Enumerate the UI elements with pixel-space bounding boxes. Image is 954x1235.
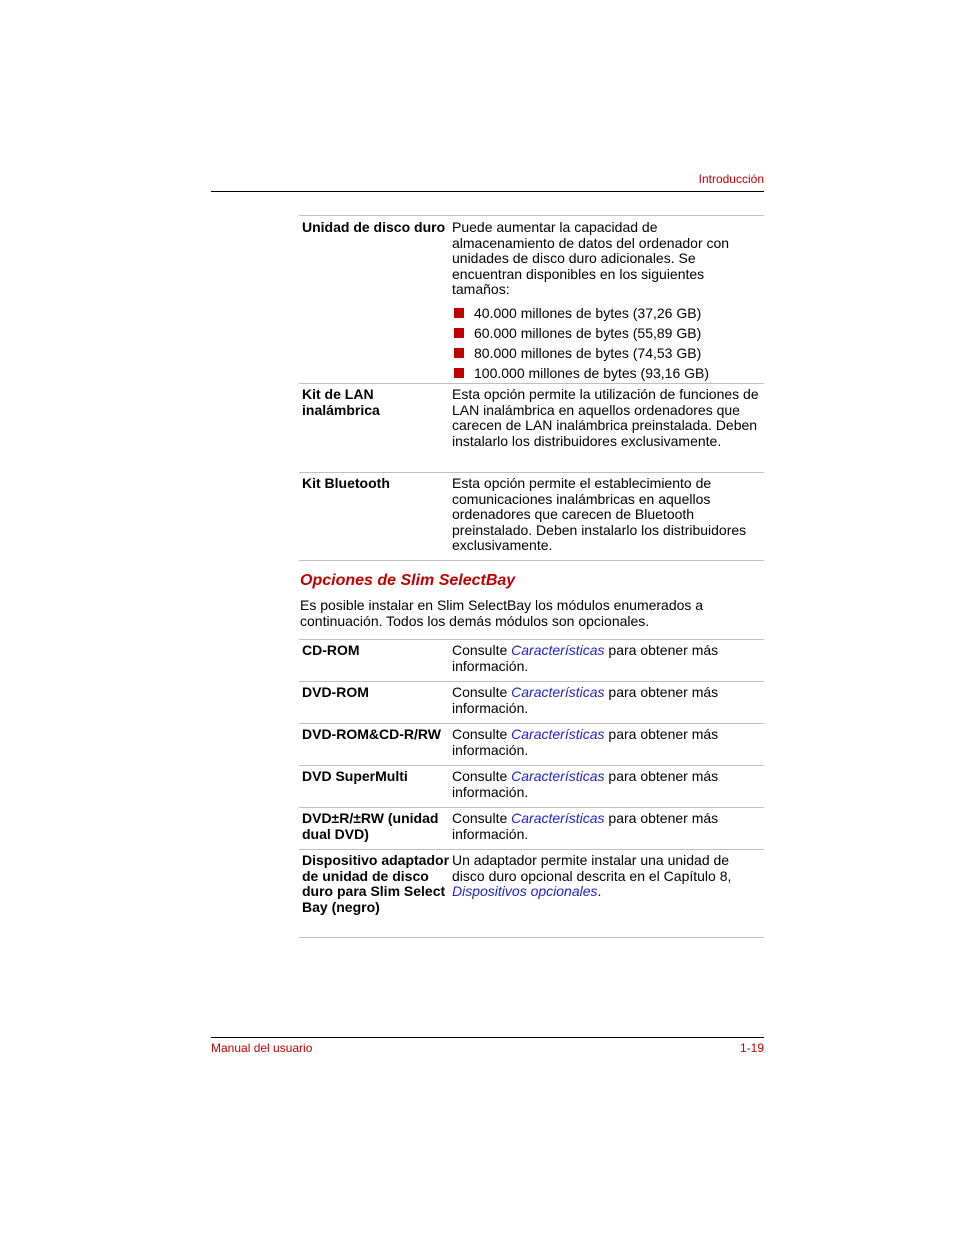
- row-description: [452, 220, 764, 383]
- table-row: [299, 849, 764, 938]
- bullet-square-icon: [454, 348, 464, 358]
- row-term: CD-ROM: [302, 642, 360, 658]
- section-heading: Opciones de Slim SelectBay: [300, 572, 516, 589]
- hardware-options-table: [299, 215, 764, 561]
- table-row: [299, 723, 764, 765]
- table-row: [299, 765, 764, 807]
- row-description: Un adaptador permite instalar una unidad de disco duro opcional descrita en el Capítulo 8, Dispositivos opcionales.: [452, 852, 732, 900]
- size-list: [452, 303, 764, 383]
- row-description: Esta opción permite la utilización de funciones de LAN inalámbrica en aquellos ordenadores que carecen de LAN inalámbrica preinstalada. Deben instalarlo los distribuidores exclusivamente.: [452, 386, 759, 449]
- caracteristicas-link[interactable]: Características: [511, 642, 605, 658]
- caracteristicas-link[interactable]: Características: [511, 768, 605, 784]
- page-number: 1-19: [739, 1041, 764, 1055]
- table-row: [299, 472, 764, 561]
- running-header: Introducción: [698, 172, 764, 186]
- caracteristicas-link[interactable]: Características: [511, 684, 605, 700]
- section-intro: Es posible instalar en Slim SelectBay los módulos enumerados a continuación. Todos los demás módulos son opcionales.: [300, 597, 704, 629]
- list-item: 60.000 millones de bytes (55,89 GB): [452, 323, 764, 343]
- row-description: Consulte Características para obtener más información.: [452, 684, 719, 716]
- dispositivos-opcionales-link[interactable]: Dispositivos opcionales: [452, 883, 598, 900]
- caracteristicas-link[interactable]: Características: [511, 810, 605, 826]
- row-term: DVD-ROM: [302, 684, 369, 700]
- row-description: Esta opción permite el establecimiento de comunicaciones inalámbricas en aquellos ordenadores que carecen de Bluetooth preinstalado. Deben instalarlo los distribuidores exclusivamente.: [452, 475, 747, 554]
- row-description: Consulte Características para obtener más información.: [452, 810, 719, 842]
- row-term: DVD-ROM&CD-R/RW: [302, 726, 441, 742]
- list-item: 80.000 millones de bytes (74,53 GB): [452, 343, 764, 363]
- selectbay-modules-table: [299, 639, 764, 938]
- row-description-text: Puede aumentar la capacidad de almacenamiento de datos del ordenador con unidades de disco duro adicionales. Se encuentran disponibles en los siguientes tamaños:: [452, 219, 730, 298]
- list-item: 40.000 millones de bytes (37,26 GB): [452, 303, 764, 323]
- row-term: Unidad de disco duro: [302, 219, 446, 235]
- row-term: DVD±R/±RW (unidad dual DVD): [302, 810, 439, 842]
- bullet-square-icon: [454, 328, 464, 338]
- header-rule: [211, 191, 764, 192]
- caracteristicas-link[interactable]: Características: [511, 726, 605, 742]
- footer-manual-title: Manual del usuario: [211, 1041, 313, 1055]
- row-term: DVD SuperMulti: [302, 768, 408, 784]
- row-description: Consulte Características para obtener más información.: [452, 768, 719, 800]
- bullet-square-icon: [454, 308, 464, 318]
- row-term: Dispositivo adaptador de unidad de disco duro para Slim Select Bay (negro): [302, 852, 450, 915]
- row-term: Kit Bluetooth: [302, 475, 390, 491]
- table-row: [299, 639, 764, 681]
- footer-rule: [211, 1037, 764, 1038]
- list-item: 100.000 millones de bytes (93,16 GB): [452, 363, 764, 383]
- table-row: [299, 215, 764, 383]
- row-description: Consulte Características para obtener más información.: [452, 726, 719, 758]
- row-description: Consulte Características para obtener más información.: [452, 642, 719, 674]
- table-row: [299, 807, 764, 849]
- table-row: [299, 681, 764, 723]
- bullet-square-icon: [454, 368, 464, 378]
- row-term: Kit de LAN inalámbrica: [302, 386, 380, 418]
- table-row: [299, 383, 764, 472]
